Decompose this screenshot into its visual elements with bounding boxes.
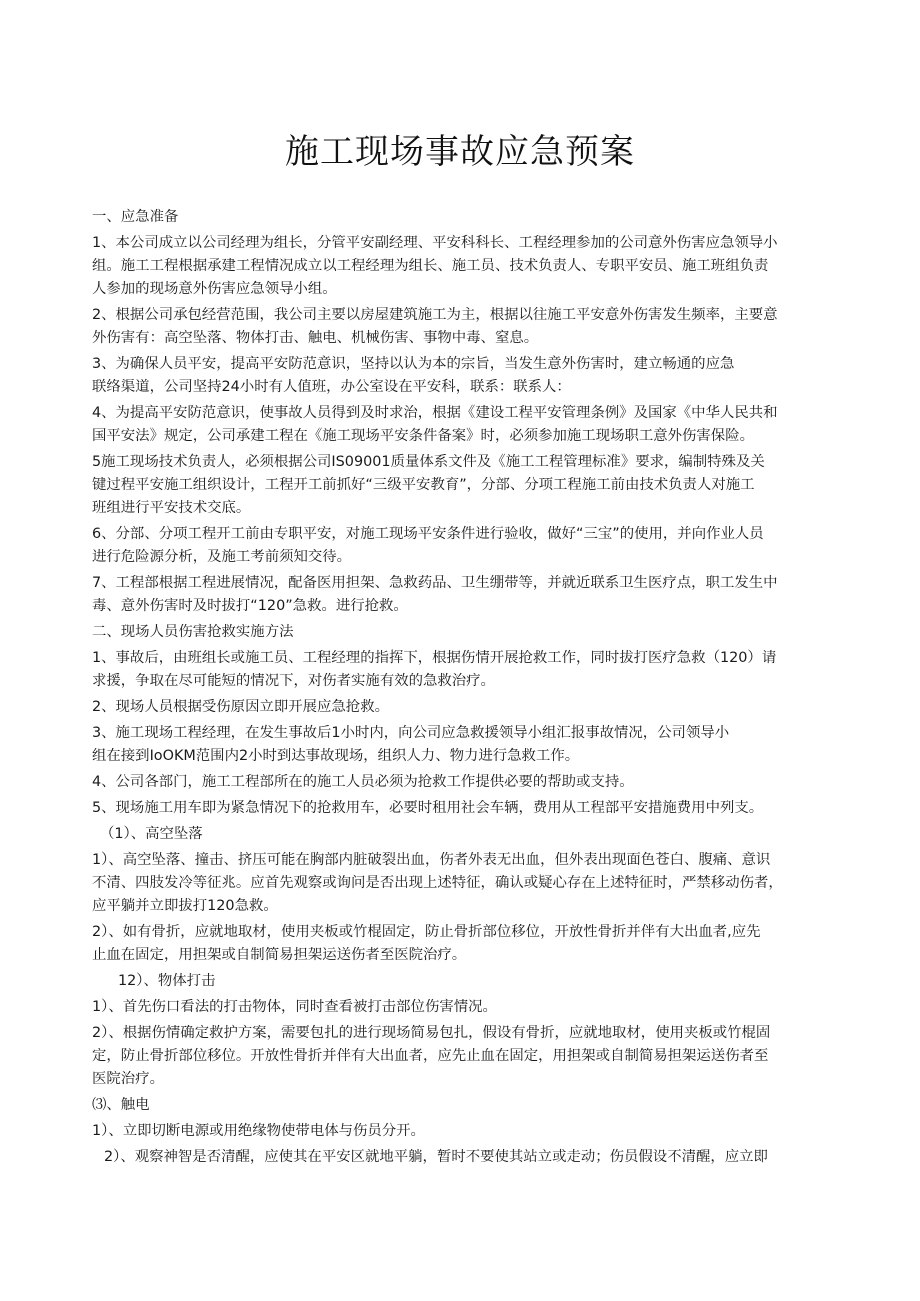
text-line: 医院治疗。 — [92, 1071, 164, 1087]
text-line: 3、施工现场工程经理，在发生事故后1小时内，向公司应急救援领导小组汇报事故情况，公司领导小 — [92, 725, 730, 741]
subsection-heading — [92, 970, 828, 993]
paragraph — [92, 232, 828, 301]
document-body — [92, 206, 828, 1172]
text-line: （1）、高空坠落 — [100, 826, 203, 842]
paragraph — [92, 451, 828, 520]
text-line: 外伤害有：高空坠落、物体打击、触电、机械伤害、事物中毒、窒息。 — [92, 330, 539, 346]
section-heading — [92, 621, 828, 644]
text-line: 二、现场人员伤害抢救实施方法 — [92, 624, 294, 640]
text-line: 一、应急准备 — [92, 209, 179, 225]
text-line: 止血在固定，用担架或自制简易担架运送伤者至医院治疗。 — [92, 947, 467, 963]
text-line: 2）、根据伤情确定救护方案，需要包扎的进行现场简易包扎，假设有骨折，应就地取材，使用夹板或竹棍固 — [92, 1025, 771, 1041]
text-line: 组在接到IoOKM范围内2小时到达事故现场，组织人力、物力进行急救工作。 — [92, 748, 580, 764]
text-line: 2、根据公司承包经营范围，我公司主要以房屋建筑施工为主，根据以往施工平安意外伤害发生频率，主要意 — [92, 307, 778, 323]
text-line: 12）、物体打击 — [118, 973, 216, 989]
text-line: 1）、高空坠落、撞击、挤压可能在胸部内脏破裂出血，伤者外表无出血，但外表出现面色苍白、腹痛、意识 — [92, 852, 771, 868]
text-line: 人参加的现场意外伤害应急领导小组。 — [92, 281, 337, 297]
subsection-heading — [92, 823, 828, 846]
text-line: 班组进行平安技术交底。 — [92, 500, 251, 516]
paragraph — [92, 996, 828, 1019]
text-line: 毒、意外伤害时及时拔打“120”急救。进行抢救。 — [92, 598, 408, 614]
paragraph — [92, 1146, 828, 1169]
paragraph — [92, 1022, 828, 1091]
text-line: 应平躺并立即拔打120急救。 — [92, 898, 278, 914]
paragraph — [92, 797, 828, 820]
text-line: 不清、四肢发冷等征兆。应首先观察或询问是否出现上述特征，确认或疑心存在上述特征时，严禁移动伤者， — [92, 875, 783, 891]
paragraph — [92, 771, 828, 794]
text-line: 5、现场施工用车即为紧急情况下的抢救用车，必要时租用社会车辆，费用从工程部平安措施费用中列支。 — [92, 800, 764, 816]
text-line: 1、事故后，由班组长或施工员、工程经理的指挥下，根据伤情开展抢救工作，同时拔打医疗急救（120）请 — [92, 650, 777, 666]
text-line: 1）、首先伤口看法的打击物体，同时查看被打击部位伤害情况。 — [92, 999, 497, 1015]
paragraph — [92, 849, 828, 918]
paragraph — [92, 523, 828, 569]
section-heading — [92, 206, 828, 229]
text-line: 组。施工工程根据承建工程情况成立以工程经理为组长、施工员、技术负责人、专职平安员、施工班组负责 — [92, 258, 769, 274]
subsection-heading — [92, 1094, 828, 1117]
text-line: 求援，争取在尽可能短的情况下，对伤者实施有效的急救治疗。 — [92, 673, 495, 689]
paragraph — [92, 353, 828, 399]
paragraph — [92, 1120, 828, 1143]
document-title: 施工现场事故应急预案 — [285, 132, 635, 172]
text-line: 键过程平安施工组织设计，工程开工前抓好“三级平安教育”，分部、分项工程施工前由技术负责人对施工 — [92, 477, 755, 493]
text-line: 7、工程部根据工程进展情况，配备医用担架、急救药品、卫生绷带等，并就近联系卫生医疗点，职工发生中 — [92, 575, 778, 591]
paragraph — [92, 921, 828, 967]
text-line: 国平安法》规定，公司承建工程在《施工现场平安条件备案》时，必须参加施工现场职工意外伤害保险。 — [92, 428, 754, 444]
paragraph — [92, 696, 828, 719]
text-line: 进行危险源分析，及施工考前须知交待。 — [92, 549, 352, 565]
text-line: 1）、立即切断电源或用绝缘物使带电体与伤员分开。 — [92, 1123, 425, 1139]
text-line: 2）、观察神智是否清醒，应使其在平安区就地平躺，暂时不要使其站立或走动；伤员假设不清醒，应立即 — [104, 1149, 768, 1165]
text-line: 联络渠道，公司坚持24小时有人值班，办公室设在平安科，联系：联系人： — [92, 379, 571, 395]
text-line: 定，防止骨折部位移位。开放性骨折并伴有大出血者，应先止血在固定，用担架或自制简易担架运送伤者至 — [92, 1048, 769, 1064]
paragraph — [92, 647, 828, 693]
text-line: 4、公司各部门，施工工程部所在的施工人员必须为抢救工作提供必要的帮助或支持。 — [92, 774, 634, 790]
text-line: ⑶、触电 — [92, 1097, 150, 1113]
text-line: 2、现场人员根据受伤原因立即开展应急抢救。 — [92, 699, 389, 715]
text-line: 2）、如有骨折，应就地取材，使用夹板或竹棍固定，防止骨折部位移位，开放性骨折并伴有大出血者,应先 — [92, 924, 761, 940]
paragraph — [92, 722, 828, 768]
text-line: 6、分部、分项工程开工前由专职平安，对施工现场平安条件进行验收，做好“三宝”的使用，并向作业人员 — [92, 526, 764, 542]
text-line: 5施工现场技术负责人，必须根据公司IS09001质量体系文件及《施工工程管理标准》要求，编制特殊及关 — [92, 454, 765, 470]
text-line: 4、为提高平安防范意识，使事故人员得到及时求治，根据《建设工程平安管理条例》及国家《中华人民共和 — [92, 405, 778, 421]
text-line: 3、为确保人员平安，提高平安防范意识，坚持以认为本的宗旨，当发生意外伤害时，建立畅通的应急 — [92, 356, 735, 372]
paragraph — [92, 572, 828, 618]
text-line: 1、本公司成立以公司经理为组长，分管平安副经理、平安科科长、工程经理参加的公司意外伤害应急领导小 — [92, 235, 778, 251]
paragraph — [92, 402, 828, 448]
paragraph — [92, 304, 828, 350]
